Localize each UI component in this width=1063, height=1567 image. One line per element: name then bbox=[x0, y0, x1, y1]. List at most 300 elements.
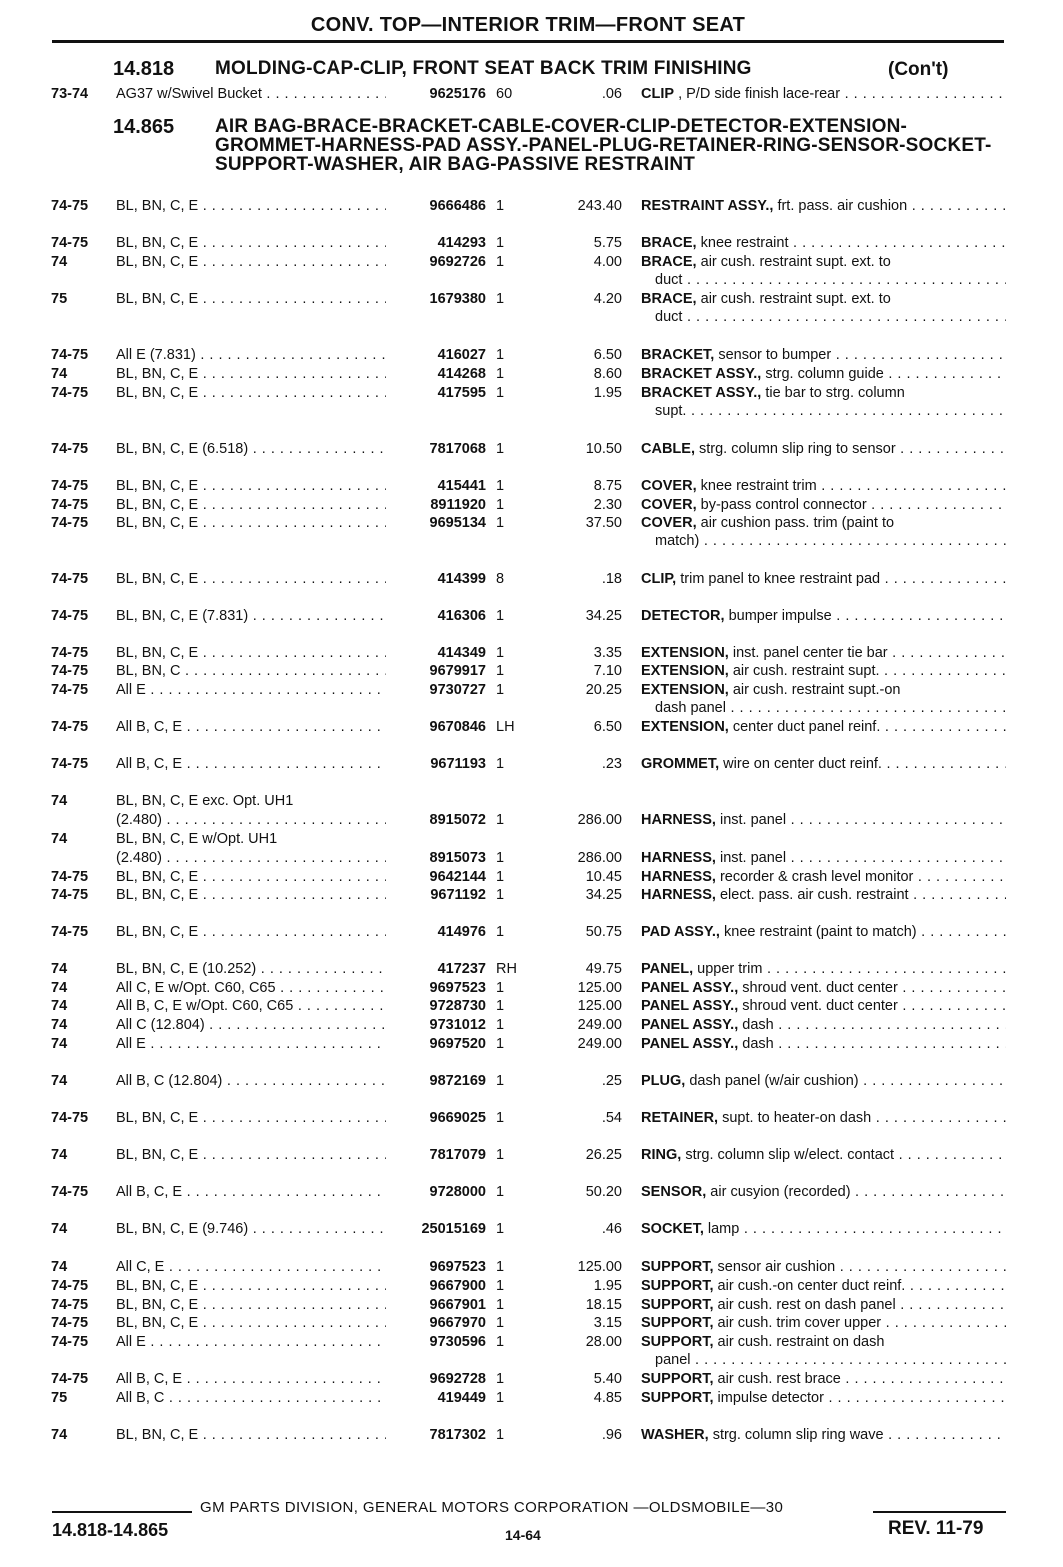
part-name: HARNESS, bbox=[641, 812, 716, 828]
quantity: 1 bbox=[496, 998, 505, 1014]
footer-section-range: 14.818-14.865 bbox=[52, 1520, 169, 1540]
part-name: EXTENSION, bbox=[641, 719, 729, 735]
quantity: 1 bbox=[496, 756, 505, 772]
part-description bbox=[641, 477, 1006, 496]
model-application: All C, E . . . bbox=[116, 1258, 386, 1277]
parts-row bbox=[0, 234, 1063, 253]
price: 249.00 bbox=[577, 1017, 622, 1033]
model-year: 75 bbox=[51, 291, 68, 307]
part-number: 414976 bbox=[437, 924, 486, 940]
part-name: SUPPORT, bbox=[641, 1334, 714, 1350]
part-detail: upper trim . . . bbox=[697, 961, 1006, 977]
parts-row bbox=[0, 662, 1063, 681]
parts-row bbox=[0, 923, 1063, 942]
price: 10.50 bbox=[585, 441, 622, 457]
part-number: 9697520 bbox=[429, 1036, 486, 1052]
model-application: All E (7.831) . . . bbox=[116, 346, 386, 365]
model-year: 74 bbox=[51, 998, 68, 1014]
part-number: 419449 bbox=[437, 1390, 486, 1406]
parts-row bbox=[0, 1370, 1063, 1389]
part-detail: air cush. trim cover upper . . . bbox=[718, 1315, 1006, 1331]
part-detail: impulse detector . . . bbox=[718, 1390, 1006, 1406]
part-description bbox=[641, 85, 1006, 104]
parts-row-continuation bbox=[0, 402, 1063, 421]
parts-row bbox=[0, 811, 1063, 830]
model-year: 74 bbox=[51, 1259, 68, 1275]
part-description bbox=[641, 1109, 1006, 1128]
model-year: 74-75 bbox=[51, 1110, 89, 1126]
quantity: 1 bbox=[496, 1184, 505, 1200]
parts-row bbox=[0, 365, 1063, 384]
part-number: 7817068 bbox=[429, 441, 486, 457]
part-number: 9692728 bbox=[429, 1371, 486, 1387]
quantity: 1 bbox=[496, 441, 505, 457]
model-application: BL, BN, C, E . . . bbox=[116, 886, 386, 905]
part-name: SUPPORT, bbox=[641, 1315, 714, 1331]
part-number: 9692726 bbox=[429, 254, 486, 270]
quantity: LH bbox=[496, 719, 515, 735]
footer-rule bbox=[52, 1511, 192, 1513]
part-description bbox=[641, 197, 1006, 216]
part-name: BRACKET, bbox=[641, 347, 715, 363]
part-description bbox=[641, 811, 1006, 830]
section-title: MOLDING-CAP-CLIP, FRONT SEAT BACK TRIM FINISHING bbox=[215, 58, 752, 79]
part-name: HARNESS, bbox=[641, 850, 716, 866]
part-number: 417595 bbox=[437, 385, 486, 401]
part-name: COVER, bbox=[641, 478, 697, 494]
model-year: 74-75 bbox=[51, 571, 89, 587]
model-application: All E . . . bbox=[116, 1333, 386, 1352]
model-year: 74-75 bbox=[51, 869, 89, 885]
part-name: CABLE, bbox=[641, 441, 695, 457]
price: .23 bbox=[601, 756, 622, 772]
model-application: BL, BN, C, E . . . bbox=[116, 1314, 386, 1333]
part-detail: center duct panel reinf. . . . bbox=[733, 719, 1006, 735]
price: 1.95 bbox=[593, 1278, 622, 1294]
part-description bbox=[641, 365, 1006, 384]
price: 125.00 bbox=[577, 1259, 622, 1275]
section-continued: (Con't) bbox=[888, 59, 949, 80]
part-description bbox=[641, 1035, 1006, 1054]
price: 8.60 bbox=[593, 366, 622, 382]
part-number: 415441 bbox=[437, 478, 486, 494]
model-year: 74-75 bbox=[51, 441, 89, 457]
model-application: BL, BN, C, E . . . bbox=[116, 384, 386, 403]
part-number: 414349 bbox=[437, 645, 486, 661]
quantity: 1 bbox=[496, 385, 505, 401]
footer-corporation: GM PARTS DIVISION, GENERAL MOTORS CORPORATION —OLDSMOBILE—30 bbox=[200, 1499, 784, 1516]
part-name: HARNESS, bbox=[641, 869, 716, 885]
part-number: 9669025 bbox=[429, 1110, 486, 1126]
model-year: 74 bbox=[51, 1147, 68, 1163]
price: 50.75 bbox=[585, 924, 622, 940]
quantity: 1 bbox=[496, 291, 505, 307]
part-number: 7817302 bbox=[429, 1427, 486, 1443]
part-description bbox=[641, 1314, 1006, 1333]
quantity: 1 bbox=[496, 1371, 505, 1387]
part-number: 9730596 bbox=[429, 1334, 486, 1350]
part-name: PANEL ASSY., bbox=[641, 1036, 739, 1052]
part-detail: dash . . . bbox=[742, 1036, 1006, 1052]
part-name: SUPPORT, bbox=[641, 1297, 714, 1313]
model-year: 74-75 bbox=[51, 663, 89, 679]
quantity: 1 bbox=[496, 1390, 505, 1406]
parts-row bbox=[0, 644, 1063, 663]
model-year: 74 bbox=[51, 254, 68, 270]
part-detail: inst. panel . . . bbox=[720, 850, 1006, 866]
model-application: BL, BN, C, E . . . bbox=[116, 514, 386, 533]
part-detail: knee restraint trim . . . bbox=[701, 478, 1006, 494]
model-application: All B, C, E . . . bbox=[116, 1183, 386, 1202]
part-number: 25015169 bbox=[421, 1221, 486, 1237]
part-description bbox=[641, 849, 1006, 868]
part-description bbox=[641, 570, 1006, 589]
model-year: 74-75 bbox=[51, 608, 89, 624]
quantity: 1 bbox=[496, 1110, 505, 1126]
model-application: BL, BN, C, E . . . bbox=[116, 197, 386, 216]
model-year: 74-75 bbox=[51, 887, 89, 903]
parts-row bbox=[0, 681, 1063, 700]
part-description bbox=[641, 384, 1006, 403]
price: 10.45 bbox=[585, 869, 622, 885]
part-detail-continued: dash panel . . . bbox=[655, 699, 1006, 718]
model-application: All B, C, E . . . bbox=[116, 1370, 386, 1389]
model-application: BL, BN, C, E . . . bbox=[116, 1296, 386, 1315]
parts-row bbox=[0, 496, 1063, 515]
model-application: BL, BN, C, E (10.252) . . . bbox=[116, 960, 386, 979]
model-year: 74 bbox=[51, 831, 68, 847]
model-application: BL, BN, C, E . . . bbox=[116, 644, 386, 663]
price: 4.00 bbox=[593, 254, 622, 270]
model-year: 74 bbox=[51, 366, 68, 382]
part-description bbox=[641, 960, 1006, 979]
part-detail: elect. pass. air cush. restraint . . . bbox=[720, 887, 1006, 903]
quantity: 1 bbox=[496, 235, 505, 251]
model-year: 74 bbox=[51, 1221, 68, 1237]
parts-row bbox=[0, 792, 1063, 811]
part-name: GROMMET, bbox=[641, 756, 720, 772]
quantity: 1 bbox=[496, 478, 505, 494]
parts-row bbox=[0, 477, 1063, 496]
part-description bbox=[641, 1258, 1006, 1277]
part-number: 9625176 bbox=[429, 86, 486, 102]
parts-row bbox=[0, 384, 1063, 403]
price: 243.40 bbox=[577, 198, 622, 214]
part-detail: air cush. restraint on dash bbox=[717, 1334, 885, 1350]
part-number: 9728730 bbox=[429, 998, 486, 1014]
quantity: 1 bbox=[496, 1334, 505, 1350]
model-year: 74-75 bbox=[51, 1315, 89, 1331]
part-detail: dash panel (w/air cushion) . . . bbox=[689, 1073, 1006, 1089]
parts-row bbox=[0, 849, 1063, 868]
part-description bbox=[641, 346, 1006, 365]
part-detail: tie bar to strg. column bbox=[765, 385, 905, 401]
parts-row bbox=[0, 1314, 1063, 1333]
part-description bbox=[641, 1146, 1006, 1165]
part-number: 414399 bbox=[437, 571, 486, 587]
part-name: COVER, bbox=[641, 497, 697, 513]
part-name: CLIP bbox=[641, 86, 675, 102]
part-detail: shroud vent. duct center . . . bbox=[742, 980, 1006, 996]
quantity: 1 bbox=[496, 1073, 505, 1089]
part-detail: knee restraint . . . bbox=[701, 235, 1006, 251]
part-number: 8915072 bbox=[429, 812, 486, 828]
quantity: 60 bbox=[496, 86, 513, 102]
part-description bbox=[641, 253, 1006, 272]
section-number: 14.818 bbox=[113, 58, 175, 80]
part-description bbox=[641, 1296, 1006, 1315]
part-number: 9697523 bbox=[429, 980, 486, 996]
part-name: SENSOR, bbox=[641, 1184, 707, 1200]
part-name: PLUG, bbox=[641, 1073, 686, 1089]
part-detail: sensor air cushion . . . bbox=[718, 1259, 1006, 1275]
parts-row bbox=[0, 1035, 1063, 1054]
price: 4.85 bbox=[593, 1390, 622, 1406]
part-name: BRACE, bbox=[641, 291, 697, 307]
quantity: 1 bbox=[496, 812, 505, 828]
price: 6.50 bbox=[593, 719, 622, 735]
part-name: SUPPORT, bbox=[641, 1390, 714, 1406]
price: 20.25 bbox=[585, 682, 622, 698]
price: 26.25 bbox=[585, 1147, 622, 1163]
price: 2.30 bbox=[593, 497, 622, 513]
price: 125.00 bbox=[577, 980, 622, 996]
model-application: BL, BN, C, E . . . bbox=[116, 1277, 386, 1296]
part-description bbox=[641, 1277, 1006, 1296]
price: 286.00 bbox=[577, 812, 622, 828]
model-year: 74-75 bbox=[51, 497, 89, 513]
part-name: HARNESS, bbox=[641, 887, 716, 903]
price: .96 bbox=[601, 1427, 622, 1443]
part-name: SUPPORT, bbox=[641, 1278, 714, 1294]
model-year: 75 bbox=[51, 1390, 68, 1406]
part-description bbox=[641, 1183, 1006, 1202]
parts-row bbox=[0, 253, 1063, 272]
price: .54 bbox=[601, 1110, 622, 1126]
parts-row bbox=[0, 1426, 1063, 1445]
part-number: 8915073 bbox=[429, 850, 486, 866]
part-name: PANEL, bbox=[641, 961, 694, 977]
part-number: 9872169 bbox=[429, 1073, 486, 1089]
model-year: 74-75 bbox=[51, 385, 89, 401]
model-year: 74-75 bbox=[51, 682, 89, 698]
parts-row bbox=[0, 960, 1063, 979]
model-year: 74-75 bbox=[51, 924, 89, 940]
part-description bbox=[641, 514, 1006, 533]
part-description bbox=[641, 681, 1006, 700]
part-detail-continued: match) . . . bbox=[655, 532, 1006, 551]
model-application: All C (12.804) . . . bbox=[116, 1016, 386, 1035]
parts-row bbox=[0, 1296, 1063, 1315]
part-detail: air cush. rest on dash panel . . . bbox=[718, 1297, 1006, 1313]
part-detail-continued: duct . . . bbox=[655, 308, 1006, 327]
part-description bbox=[641, 755, 1006, 774]
model-application: BL, BN, C, E . . . bbox=[116, 1426, 386, 1445]
part-detail: trim panel to knee restraint pad . . . bbox=[680, 571, 1006, 587]
part-detail: air cushion pass. trim (paint to bbox=[700, 515, 895, 531]
price: 286.00 bbox=[577, 850, 622, 866]
quantity: 1 bbox=[496, 980, 505, 996]
price: 7.10 bbox=[593, 663, 622, 679]
parts-row bbox=[0, 886, 1063, 905]
part-description bbox=[641, 868, 1006, 887]
part-name: BRACE, bbox=[641, 254, 697, 270]
part-detail: air cush. restraint supt. ext. to bbox=[700, 254, 891, 270]
part-number: 416027 bbox=[437, 347, 486, 363]
model-application: BL, BN, C, E . . . bbox=[116, 365, 386, 384]
parts-row bbox=[0, 514, 1063, 533]
parts-row bbox=[0, 1389, 1063, 1408]
part-detail: inst. panel center tie bar . . . bbox=[733, 645, 1006, 661]
quantity: 1 bbox=[496, 515, 505, 531]
part-name: EXTENSION, bbox=[641, 645, 729, 661]
part-description bbox=[641, 886, 1006, 905]
model-application: All E . . . bbox=[116, 681, 386, 700]
model-year: 74 bbox=[51, 980, 68, 996]
part-detail: strg. column slip ring to sensor . . . bbox=[699, 441, 1006, 457]
part-name: RESTRAINT ASSY., bbox=[641, 198, 774, 214]
model-application: BL, BN, C, E (6.518) . . . bbox=[116, 440, 386, 459]
model-application: (2.480) . . . bbox=[116, 849, 386, 868]
part-name: EXTENSION, bbox=[641, 682, 729, 698]
part-number: 9666486 bbox=[429, 198, 486, 214]
part-number: 9642144 bbox=[429, 869, 486, 885]
part-detail-continued: supt. . . . bbox=[655, 402, 1006, 421]
part-detail: strg. column slip ring wave . . . bbox=[713, 1427, 1006, 1443]
part-number: 7817079 bbox=[429, 1147, 486, 1163]
price: 5.40 bbox=[593, 1371, 622, 1387]
model-year: 74-75 bbox=[51, 347, 89, 363]
parts-row bbox=[0, 607, 1063, 626]
part-description bbox=[641, 662, 1006, 681]
part-name: RETAINER, bbox=[641, 1110, 719, 1126]
part-description bbox=[641, 440, 1006, 459]
part-number: 9695134 bbox=[429, 515, 486, 531]
parts-row bbox=[0, 979, 1063, 998]
model-application: BL, BN, C, E . . . bbox=[116, 1146, 386, 1165]
parts-row bbox=[0, 1109, 1063, 1128]
parts-row bbox=[0, 1072, 1063, 1091]
parts-row bbox=[0, 1333, 1063, 1352]
part-detail: supt. to heater-on dash . . . bbox=[722, 1110, 1006, 1126]
parts-row bbox=[0, 440, 1063, 459]
part-detail-continued: panel . . . bbox=[655, 1351, 1006, 1370]
part-number: 414268 bbox=[437, 366, 486, 382]
quantity: 1 bbox=[496, 1278, 505, 1294]
model-application: BL, BN, C, E . . . bbox=[116, 290, 386, 309]
part-name: SUPPORT, bbox=[641, 1371, 714, 1387]
model-year: 74 bbox=[51, 1427, 68, 1443]
quantity: 1 bbox=[496, 497, 505, 513]
model-application: BL, BN, C, E . . . bbox=[116, 570, 386, 589]
quantity: 1 bbox=[496, 1315, 505, 1331]
parts-row bbox=[0, 830, 1063, 849]
part-number: 8911920 bbox=[430, 497, 486, 513]
quantity: 1 bbox=[496, 887, 505, 903]
model-application: BL, BN, C, E (7.831) . . . bbox=[116, 607, 386, 626]
quantity: 1 bbox=[496, 366, 505, 382]
part-detail: dash . . . bbox=[742, 1017, 1006, 1033]
quantity: 1 bbox=[496, 1297, 505, 1313]
quantity: 1 bbox=[496, 1427, 505, 1443]
parts-row bbox=[0, 1183, 1063, 1202]
model-application: BL, BN, C, E . . . bbox=[116, 253, 386, 272]
quantity: 1 bbox=[496, 347, 505, 363]
parts-row bbox=[0, 997, 1063, 1016]
price: 3.15 bbox=[593, 1315, 622, 1331]
part-number: 416306 bbox=[437, 608, 486, 624]
price: 49.75 bbox=[585, 961, 622, 977]
quantity: 1 bbox=[496, 1259, 505, 1275]
quantity: RH bbox=[496, 961, 517, 977]
price: 34.25 bbox=[585, 887, 622, 903]
footer-rule bbox=[873, 1511, 1006, 1513]
part-number: 9671192 bbox=[430, 887, 486, 903]
quantity: 1 bbox=[496, 608, 505, 624]
section-number: 14.865 bbox=[113, 116, 175, 138]
model-application: All B, C (12.804) . . . bbox=[116, 1072, 386, 1091]
part-name: SUPPORT, bbox=[641, 1259, 714, 1275]
quantity: 1 bbox=[496, 198, 505, 214]
model-application: AG37 w/Swivel Bucket . . . bbox=[116, 85, 386, 104]
part-description bbox=[641, 1016, 1006, 1035]
model-application: BL, BN, C, E . . . bbox=[116, 234, 386, 253]
model-year: 74-75 bbox=[51, 198, 89, 214]
part-detail: frt. pass. air cushion . . . bbox=[777, 198, 1006, 214]
part-detail: air cush. restraint supt. ext. to bbox=[700, 291, 891, 307]
part-detail: strg. column guide . . . bbox=[765, 366, 1006, 382]
part-detail: shroud vent. duct center . . . bbox=[742, 998, 1006, 1014]
part-number: 9667901 bbox=[429, 1297, 486, 1313]
part-description bbox=[641, 1389, 1006, 1408]
parts-row-continuation bbox=[0, 699, 1063, 718]
part-detail: air cush. restraint supt. . . . bbox=[733, 663, 1006, 679]
quantity: 1 bbox=[496, 869, 505, 885]
model-year: 74-75 bbox=[51, 756, 89, 772]
quantity: 1 bbox=[496, 682, 505, 698]
part-number: 9697523 bbox=[429, 1259, 486, 1275]
part-name: BRACE, bbox=[641, 235, 697, 251]
part-detail: recorder & crash level monitor . . . bbox=[720, 869, 1006, 885]
price: 37.50 bbox=[585, 515, 622, 531]
part-name: RING, bbox=[641, 1147, 682, 1163]
model-year: 74 bbox=[51, 793, 68, 809]
model-year: 74-75 bbox=[51, 1278, 89, 1294]
part-description bbox=[641, 1333, 1006, 1352]
page-header: CONV. TOP—INTERIOR TRIM—FRONT SEAT bbox=[52, 14, 1004, 43]
model-application: (2.480) . . . bbox=[116, 811, 386, 830]
model-application: All B, C, E . . . bbox=[116, 755, 386, 774]
part-description bbox=[641, 1426, 1006, 1445]
part-description bbox=[641, 718, 1006, 737]
price: .06 bbox=[601, 86, 622, 102]
model-year: 74-75 bbox=[51, 645, 89, 661]
part-description bbox=[641, 496, 1006, 515]
part-detail: knee restraint (paint to match) . . . bbox=[724, 924, 1006, 940]
parts-row bbox=[0, 197, 1063, 216]
model-year: 73-74 bbox=[51, 86, 89, 102]
part-detail: lamp . . . bbox=[708, 1221, 1006, 1237]
model-application: BL, BN, C, E . . . bbox=[116, 868, 386, 887]
model-year: 74-75 bbox=[51, 515, 89, 531]
part-name: PANEL ASSY., bbox=[641, 980, 739, 996]
parts-row bbox=[0, 718, 1063, 737]
model-year: 74 bbox=[51, 1017, 68, 1033]
part-name: PANEL ASSY., bbox=[641, 998, 739, 1014]
part-description bbox=[641, 923, 1006, 942]
parts-row-continuation bbox=[0, 532, 1063, 551]
part-description bbox=[641, 234, 1006, 253]
